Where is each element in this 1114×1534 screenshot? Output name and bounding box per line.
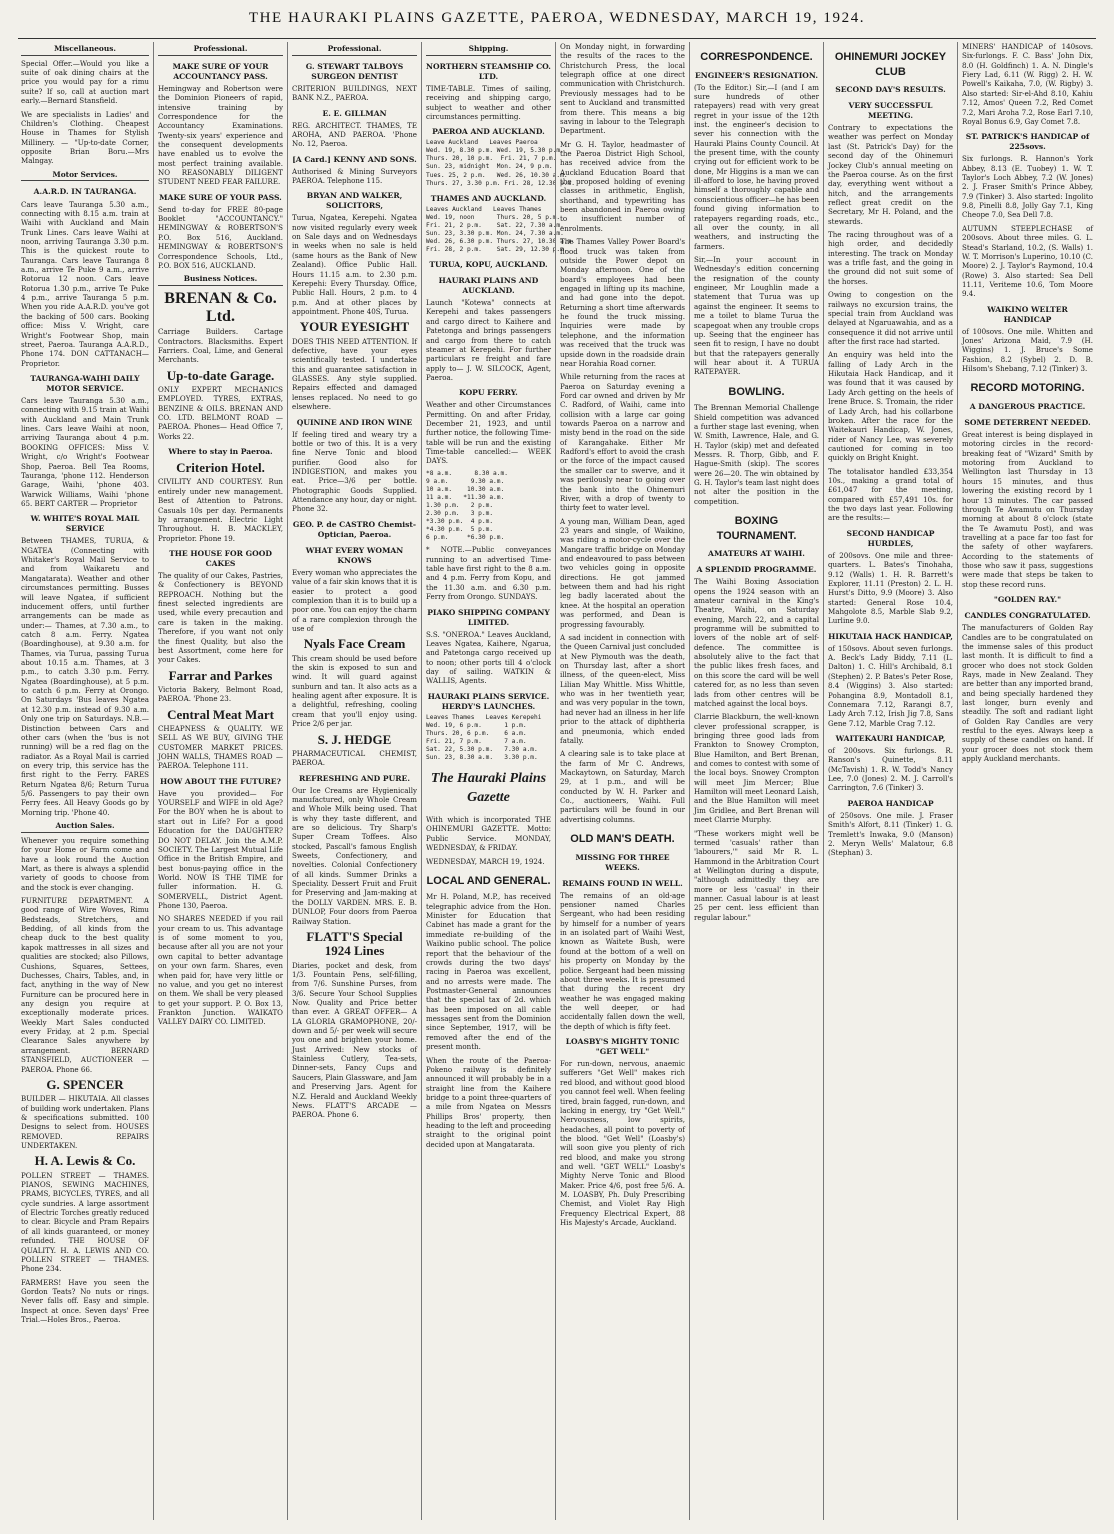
column-divider xyxy=(555,42,556,1520)
article-paragraph: CHEAPNESS & QUALITY. WE SELL AS WE BUY, GIVING THE CUSTOMER MARKET PRICES. JOHN WALLS, THAMES ROAD — PAEROA. Telephone 111. xyxy=(158,723,283,771)
article-paragraph: Turua, Ngatea, Kerepehi. Ngatea now visited regularly every week on Sale days and on Wednesdays in weeks when no sale is held (same hours as the Bank of New Zealand). Office Public Hall. Hours 11.15 a.m. to 2.30 p.m. Kerepehi: Every Thursday. Office, Public Hall. Hours, 2 p.m. to 4 p.m. And at other places by appointment. Phone 40S, Turua. xyxy=(292,213,417,316)
headline: A.A.R.D. IN TAURANGA. xyxy=(33,187,137,197)
headline: GEO. P. de CASTRO Chemist-Optician, Paeroa. xyxy=(292,519,417,539)
headline: CANDLES CONGRATULATED. xyxy=(964,611,1091,621)
article-paragraph: of 200sovs. Six furlongs. R. Ranson's Quinette, 8.11 (McTavish) 1. R. W. Todd's Nancy Lee, 7.0 (Jones) 2. M. J. Carroll's Carrington, 7.6 (Tinker) 3. xyxy=(828,745,953,793)
article-paragraph: The quality of our Cakes, Pastries, & Confectionery is BEYOND REPROACH. Nothing but the finest selected ingredients are used, while every precaution and care is taken in the making. Therefore, if you want not only the finest Quality, but also the best Assortment, come here for your Cakes. xyxy=(158,570,283,665)
article-paragraph: Victoria Bakery, Belmont Road, PAEROA. 'Phone 23. xyxy=(158,684,283,704)
article-paragraph: The Brennan Memorial Challenge Shield competition was advanced a further stage last evening, when W. Smith, Lawrence, Hale, and G. H. Taylor (skip) met and defeated Messrs. R. Thorp, Gibb, and F. Hague-Smith (skip). The scores were 26—20. The win obtained by G. H. Taylor's team last night does not alter the position in the competition. xyxy=(694,403,819,506)
display-heading: FLATT'S Special 1924 Lines xyxy=(306,928,403,959)
article-paragraph: Have you provided— For YOURSELF and WIFE in old Age? For the BOY when he is about to start out in Life? For a good Education for the DAUGHTER? DO NOT DELAY. Join the A.M.P. SOCIETY. The Largest Mutual Life Office in the British Empire, and best bonus-paying office in the World. NOW IS THE TIME for fuller information. H. G. SOMERVELL, District Agent. Phone 130, Paeroa. xyxy=(158,788,283,911)
headline: PAEROA HANDICAP xyxy=(847,798,934,808)
article-paragraph: For run-down, nervous, anaemic sufferers "Get Well" makes rich red blood, and without good blood you cannot feel well. When feeling tired, brain fagged, run-down, and lacking in energy, try "Get Well." Nervousness, low spirits, headaches, all point to poverty of the blood. "Get Well" (Loasby's) will soon give you plenty of rich red blood, and make you strong and well. "GET WELL" Loasby's Mighty Nerve Tonic and Blood Maker. Price 4/6, post free 5/6. A. M. LOASBY, Ph. Duly Prescribing Chemist, and Violet Ray High Frequency Electrical Expert, 88 His Majesty's Arcade, Auckland. xyxy=(560,1059,685,1228)
article-paragraph: POLLEN STREET — THAMES. PIANOS, SEWING MACHINES, PRAMS, BICYCLES, TYRES, and all cycle sundries. A large assortment of Electric Torches greatly reduced to clear. Bicycle and Pram Repairs of all kinds guaranteed, or money refunded. THE HOUSE OF QUALITY. H. A. LEWIS AND CO. POLLEN STREET — THAMES. Phone 234. xyxy=(21,1170,149,1274)
column-5 xyxy=(557,42,688,1520)
column-3 xyxy=(289,42,420,1520)
article-paragraph: This cream should be used before the skin is exposed to sun and wind. It will guard against sunburn and tan. It also acts as a healing agent after exposure. It is a delightful, refreshing, cooling cream that you'll enjoy using. Price 2/6 per jar. xyxy=(292,653,417,729)
column-7 xyxy=(825,42,956,1520)
article-paragraph: Authorised & Mining Surveyors PAEROA. Telephone 115. xyxy=(292,166,417,185)
headline: ST. PATRICK'S HANDICAP of 225sovs. xyxy=(965,132,1090,152)
headline: SECOND DAY'S RESULTS. xyxy=(835,85,946,95)
article-paragraph: With which is incorporated THE OHINEMURI GAZETTE. Motto: Public Service. MONDAY, WEDNESDAY, & FRIDAY. xyxy=(426,815,551,853)
article-paragraph: REG. ARCHITECT. THAMES, TE AROHA, AND PAEROA. 'Phone No. 12, Paeroa. xyxy=(292,120,417,149)
masthead-rule xyxy=(18,38,1096,39)
article-paragraph: A young man, William Dean, aged 23 years and single, of Waikino, was riding a motor-cycle over the Mangare traffic bridge on Monday and endeavoured to pass between two vehicles going in opposite directions. He got jammed between them and had his right leg badly lacerated about the knee. At the hospital an operation was performed, and Dean is progressing favourably. xyxy=(560,516,685,629)
headline: THAMES AND AUCKLAND. xyxy=(430,193,547,203)
article-paragraph: Great interest is being displayed in motoring circles in the record-breaking feat of "Wizard" Smith by motoring from Auckland to Wellington last Thursday in 13 hours 15 minutes, and thus lowering the existing record by 1 hour 13 minutes. The car passed through Te Awamutu on Thursday morning at about 8 o'clock (state the Te Awamutu Post), and was travelling at a pace far too fast for the safety of other wayfarers. According to the statements of those who saw it pass, suggestions were made that steps be taken to stop these record runs. xyxy=(962,430,1093,589)
display-heading: Central Meat Mart xyxy=(167,706,274,722)
headline: VERY SUCCESSFUL MEETING. xyxy=(848,101,933,121)
article-paragraph: PHARMACEUTICAL CHEMIST, PAEROA. xyxy=(292,748,417,768)
article-paragraph: The Waihi Boxing Association opens the 1924 season with an amateur carnival in the King's Theatre, Waihi, on Saturday evening, March 22, and a capital programme will be submitted to lovers of the noble art of self-defence. The committee is absolutely alive to the fact that the public likes fresh faces, and on this score the card will be well catered for, as no less than seven lads from other centres will be matched against the local boys. xyxy=(694,577,819,708)
article-paragraph: AUTUMN STEEPLECHASE of 200sovs. About three miles. G. L. Stead's Starland, 10.2, (S. Walls) 1. W. T. Morrison's Luperino, 10.10 (C. Moore) 2. J. Taylor's Raymond, 10.4 (Rowe) 3. Also started: Sea Dell 11.11, Veriteme 10.6, Tom Moore 9.4. xyxy=(962,223,1093,299)
headline: G. STEWART TALBOYS SURGEON DENTIST xyxy=(305,61,404,81)
headline: WAITEKAURI HANDICAP, xyxy=(835,733,946,743)
article-paragraph: Hemingway and Robertson were the Dominion Pioneers of rapid, intensive training by Correspondence for the Accountancy Examinations. Twenty-six years' experience and the consequent developments have enabled us to evolve the most perfect training available. NO REASONABLY DILIGENT STUDENT NEED FEAR FAILURE. xyxy=(158,83,283,187)
headline: SOME DETERRENT NEEDED. xyxy=(964,418,1091,428)
article-paragraph: Weather and other Circumstances Permitting. On and after Friday, December 21, 1923, and until further notice, the following Time-table will be run and the existing Time-table cancelled:— WEEK DAYS. xyxy=(426,400,551,466)
article-paragraph: of 150sovs. About seven furlongs. A. Beck's Lady Biddy, 7.11 (L. Dalton) 1. C. Hill's Archibald, 8.1 (Stephen) 2. P. Bates's Peter Rose, 8.4 (Wiggins) 3. Also started: Pohangina 8.9, Montadoll 8.1, Connemara 7.12, Rarangi 8.7, Lady Arch 7.12, Irish Jig 7.8, Sans Gene 7.12, Marble Crag 7.12. xyxy=(828,643,953,728)
article-paragraph: Sir,—In your account in Wednesday's edition concerning the resignation of the county engineer, Mr Loughlin made a statement that Turua was up against the engineer. It seems to me a toilet to blame Turua the scapegoat when any trouble crops up. Seeing that the engineer has seen fit to resign, I have no doubt but that the ratepayers generally will hear about it. A TURUA RATEPAYER. xyxy=(694,255,819,377)
column-4 xyxy=(423,42,576,1520)
headline: LOASBY'S MIGHTY TONIC "GET WELL" xyxy=(565,1037,680,1057)
column-divider xyxy=(823,42,824,1520)
display-heading: Criterion Hotel. xyxy=(176,460,265,476)
timetable: Leaves Auckland Leaves Thames Wed. 19, noon Thurs. 20, 5 p.m. Fri. 21, 2 p.m. Sat. 22, 7.30 a.m. Sun. 23, 3.30 p.m. Mon. 24, 7.30 a.m. Wed. 26, 6.30 p.m. Thurs. 27, 10.30 a.m. Fri. 28, 2 p.m. Sat. 29, 12.30 p.m. xyxy=(426,205,576,253)
column-divider xyxy=(153,42,154,1520)
article-paragraph: The Thames Valley Power Board's flood truck was taken from outside the Power depot on Monday afternoon. One of the board's employees had been engaged in lifting up its machine, and had gone into the depot. Returning a short time afterwards he found the truck missing. Inquiries were made by telephone, and the information was received that the truck was upside down in the roadside drain near Horahia Road corner. xyxy=(560,237,685,368)
section-label: Business Notices. xyxy=(158,274,283,286)
section-label: Shipping. xyxy=(426,44,551,56)
article-paragraph: A sad incident in connection with the Queen Carnival just concluded at New Plymouth was the death, on Thursday last, after a short illness, of the queen-elect, Miss Lilian May Whittle. Miss Whittle, who was in her twentieth year, and was very popular in the town, had never had an illness in her life prior to the attack of diphtheria and pneumonia, which ended fatally. xyxy=(560,632,685,745)
article-paragraph: of 200sovs. One mile and three-quarters. L. Bates's Tinohaha, 9.12 (Walls) 1. H. R. Barrett's Explorer, 11.11 (Preston) 2. L. H. Hurst's Ditto, 9.9 (Moore) 3. Also started: General Rose 10.4, Mahgolote 8.5, Marble Slab 9.2, Lurline 9.0. xyxy=(828,550,953,626)
article-paragraph: The racing throughout was of a high order, and decidedly interesting. The track on Monday was a trifle fast, and the going in the ground did not suit some of the horses. xyxy=(828,230,953,286)
article-paragraph: Every woman who appreciates the value of a fair skin knows that it is easier to protect a good complexion than it is to build up a poor one. You can enjoy the charm of a rare complexion through the use of xyxy=(292,567,417,633)
article-paragraph: NO SHARES NEEDED if you rail your cream to us. This advantage is of some moment to you, because after all you are not your own capital to better advantage on your own farm. Shares, even when paid for, have very little or no value, and you get no interest on them. We shall be very pleased to get your support. P. O. Box 13, Frankton Junction. WAIKATO VALLEY DAIRY CO. LIMITED. xyxy=(158,914,283,1027)
column-8 xyxy=(959,42,1096,1520)
headline: REMAINS FOUND IN WELL. xyxy=(562,878,683,888)
article-paragraph: When the route of the Paeroa-Pokeno railway is definitely announced it will probably be in a straight line from the Kaihere bridge to a point three-quarters of a mile from Ngatea on Messrs Phillips Bros' property, then heading to the left and proceeding straight to the original point decided upon at Mangatarata. xyxy=(426,1055,551,1149)
section-banner: BOXING TOURNAMENT. xyxy=(716,515,797,542)
article-paragraph: A clearing sale is to take place at the farm of Mr C. Andrews, Mackaytown, on Saturday, March 29, at 1 p.m., and will be conducted by W. H. Parker and Co., auctioneers, Waihi. Full particulars will be found in our advertising columns. xyxy=(560,749,685,824)
article-paragraph: An enquiry was held into the falling of Lady Arch in the Hikutaia Hack Handicap, and it was found that it was caused by Lady Arch getting on the heels of Irene Bruce. S. Tromain, the rider of Lady Arch, had his collarbone broken. After the race for the Waitekauri Handicap, W. Jones, rider of Nancy Lee, was severely cautioned for coming in too quickly on Bright Knight. xyxy=(828,350,953,463)
section-label: Miscellaneous. xyxy=(21,44,149,56)
newspaper-title: The Hauraki Plains Gazette xyxy=(430,771,547,805)
display-heading: Farrar and Parkes xyxy=(168,667,273,683)
display-heading: S. J. HEDGE xyxy=(317,731,392,747)
article-paragraph: The remains of an old-age pensioner named Charles Sergeant, who had been residing by himself for a number of years in an isolated part of Waihi West, known as Waitete Bush, were found at the bottom of a well on his property on Monday by the police. Sergeant had been missing about three weeks. It is presumed that during the recent dry weather he was engaged making the well deeper, or had accidentally fallen down the well, the depth of which is fifty feet. xyxy=(560,890,685,1031)
display-heading: Nyals Face Cream xyxy=(303,636,406,652)
article-paragraph: Clarrie Blackburn, the well-known clever professional scrapper, is bringing three good lads from Frankton to Snowey Crompton, Blue Hamilton, and Bert Brenan, and comes to contest with some of the local boys. Snowey Crompton will meet Jim Mercer; Blue Hamilton will meet Leonard Laish, and the Blue Hamilton will meet Jim Gridlee, and Bert Brenan will meet Clarrie Murphy. xyxy=(694,712,819,825)
column-divider xyxy=(689,42,690,1520)
article-paragraph: "These workers might well be termed 'casuals' rather than 'labourers,'" said Mr R. L. Hammond in the Arbitration Court at Wellington during a dispute, "although admittedly they are more or less 'casual' in their manner. Casual labour is at least 25 per cent. less efficient than regular labour." xyxy=(694,828,819,922)
headline: "GOLDEN RAY." xyxy=(993,595,1062,605)
article-paragraph: TIME-TABLE. Times of sailing, receiving and shipping cargo, subject to weather and other circumstances permitting. xyxy=(426,83,551,121)
article-paragraph: The totalisator handled £33,354 10s., making a grand total of £61,047 for the meeting, compared with £57,491 10s. for the two days last year. Following are the results:— xyxy=(828,466,953,523)
section-banner: LOCAL AND GENERAL. xyxy=(426,874,551,887)
headline: WAIKINO WELTER HANDICAP xyxy=(987,304,1068,324)
headline: NORTHERN STEAMSHIP CO. LTD. xyxy=(426,61,551,81)
section-banner: OHINEMURI JOCKEY CLUB xyxy=(834,51,947,78)
headline: TURUA, KOPU, AUCKLAND. xyxy=(429,260,548,270)
section-banner: BOWLING. xyxy=(728,385,785,398)
article-paragraph: of 100sovs. One mile. Whitten and Jones' Arizona Maid, 7.9 (H. Wiggins) 1. J. Bruce's Some Fashion, 8.2 (Sybel) 2. D. B. Hilsom's Shebang, 7.12 (Tinker) 3. xyxy=(962,326,1093,374)
article-paragraph: Mr H. Poland, M.P., has received telegraphic advice from the Hon. Minister for Education that Cabinet has made a grant for the immediate re-building of the Waikino public school. The police report that the behaviour of the crowds during the two days' racing in Paeroa was excellent, and no arrests were made. The Postmaster-General announces that the special tax of 2d. which has been imposed on all cable messages sent from the Dominion since September, 1917, will be removed after the end of the present month. xyxy=(426,892,551,1052)
article-paragraph: FURNITURE DEPARTMENT. A good range of Wire Woves, Rimu Bedsteads, Stretchers, and Bedding, of all kinds from the cheap duck to the best quality kapok mattresses in all sizes and qualities are stocked; also Pillows, Cushions, Squares, Settees, Duchesses, Chairs, Tables, and, in fact, anything in the way of New Furniture can be procured here in any design you require at exceptionally moderate prices. Weekly Mart Sales conducted every Friday, at 2 p.m. Special Clearance Sales anywhere by arrangement. BERNARD STANSFIELD, AUCTIONEER — PAEROA. Phone 66. xyxy=(21,896,149,1074)
headline: REFRESHING AND PURE. xyxy=(298,773,410,783)
article-paragraph: * NOTE.—Public conveyances running to an advertised Time-table have first right to the 8 a.m. and 4 p.m. Ferry from Kopu, and the 11.30 a.m. and 6.30 p.m. Ferry from Orongo. SUNDAYS. xyxy=(426,545,551,602)
display-heading: H. A. Lewis & Co. xyxy=(34,1153,136,1169)
headline: WHAT EVERY WOMAN KNOWS xyxy=(305,545,404,565)
headline: [A Card.] KENNY AND SONS. xyxy=(292,154,417,164)
article-paragraph: On Monday night, in forwarding the results of the races to the Christchurch Press, the local telegraph office at one direct communication with Christchurch. Previously messages had to be sent to Auckland and transmitted from there. This means a big saving in labour to the Telegraph Department. xyxy=(560,42,685,136)
article-paragraph: Our Ice Creams are Hygienically manufactured, only Whole Cream and Whole Milk being used. That is why they taste different, and are so delicious. Try Sharp's Super Cream Toffees. Also stocked, Pascall's famous English Sweets, Confectionery, and novelties. Colonial Confectionery of all kinds. Summer Drinks a Speciality. Dessert Fruit and Fruit for Preserving and Jam-making at the DOLLY VARDEN. MRS. E. B. DUNLOP, Four doors from Paeroa Railway Station. xyxy=(292,785,417,926)
article-paragraph: Send to-day for FREE 80-page Booklet "ACCOUNTANCY." HEMINGWAY & ROBERTSON'S P.O. Box 516, Auckland. HEMINGWAY & ROBERTSON'S Correspondence Schools, Ltd., P.O. BOX 516, AUCKLAND. xyxy=(158,204,283,270)
display-heading: Up-to-date Garage. xyxy=(166,367,275,383)
article-paragraph: Six furlongs. R. Hannon's York Abbey, 8.13 (E. Tuobey) 1. W. T. Taylor's Loch Abbey, 7.2 (W. Jones) 2. J. Fraser Smith's Prince Abbey, 7.9 (Tinker) 3. Also started: Ingolito 9.8, Pinelli 8.8, Jolly Gay 7.1, King Cheope 7.0, Sea Dell 7.8. xyxy=(962,154,1093,220)
masthead: THE HAURAKI PLAINS GAZETTE, PAEROA, WEDNESDAY, MARCH 19, 1924. xyxy=(248,10,866,26)
article-paragraph: We are specialists in Ladies' and Children's Clothing. Cheapest House in Thames for Stylish Millinery. — "Up-to-date Corner, opposite Brian Boru.—Mrs Malngay. xyxy=(21,109,149,166)
timetable: Leave Auckland Leaves Paeroa Wed. 19, 8.30 p.m. Wed. 19, 5.30 p.m. Thurs. 20, 10 p.m. Fri. 21, 7 p.m. Sun. 23, midnight Mon. 24, 9 p.m. Tues. 25, 2 p.m. Wed. 26, 10.30 a.m. Thurs. 27, 3.30 p.m. Fri. 28, 12.30 p.m. xyxy=(426,139,576,187)
article-paragraph: FARMERS! Have you seen the Gordon Teats? No nuts or rings. Never falls off. Easy and simple. Inspect at once. Seven days' Free Trial.—Holes Bros., Paeroa. xyxy=(21,1277,149,1325)
article-paragraph: Cars leave Tauranga 5.30 a.m., connecting with 8.15 a.m. train at Waihi with Auckland and Main Trunk Lines. Cars leave Waihi at noon, arriving Tauranga 3.30 p.m. This is the quickest route to Tauranga. Cars leave Tauranga 8 a.m., arrive Te Puke 9 a.m., arrive Rotorua 12 noon. Cars leave Rotorua 1.30 p.m., arrive Te Puke 4 p.m., arrive Tauranga 5 p.m. When you ride A.A.R.D. you've got the backing of 500 cars. Booking office: Miss V. Wright, care Wright's Footwear Shop, main street, Paeroa. Tauranga A.A.R.D., Phone 174. DON CATTANACH—Proprietor. xyxy=(21,199,149,368)
headline: KOPU FERRY. xyxy=(459,388,518,398)
headline: A DANGEROUS PRACTICE. xyxy=(969,402,1086,411)
headline: A SPLENDID PROGRAMME. xyxy=(696,565,817,575)
column-6 xyxy=(691,42,822,1520)
section-label: Professional. xyxy=(292,44,417,56)
section-label: Auction Sales. xyxy=(21,821,149,833)
headline: PAEROA AND AUCKLAND. xyxy=(432,127,545,137)
article-paragraph: (To the Editor.) Sir,—I (and I am sure hundreds of other ratepayers) read with very great regret in your issue of the 12th inst. the engineer's decision to sever his connection with the Hauraki Plains County Council. At the present time, with the county crying out for efficient work to be done, Mr Higgins is a man we can ill-afford to lose, he having proved himself a thoroughly capable and conscientious officer—he has been found giving information to ratepayers regarding roads, etc., all over the county, in all weathers, and instructing the farmers. xyxy=(694,82,819,251)
headline: TAURANGA-WAIHI DAILY MOTOR SERVICE. xyxy=(30,373,140,393)
column-divider xyxy=(957,42,958,1520)
article-paragraph: Between THAMES, TURUA, & NGATEA (Connecting with Whitaker's Royal Mail Service to and from Waikaretu and Mangatarata). Weather and other circumstances permitting. Busses will leave Ngatea, if sufficient inducement offers, until further arrangements can be made as under:— Thames, at 7.30 a.m., to catch 8 a.m. Ferry. Ngatea (Boardinghouse), at 9.30 a.m. for Thames, via Turua, passing Turua about 10.15 a.m. Thames, at 3 p.m., to catch 3.30 p.m. Ferry. Ngatea (Boardinghouse), at 5 p.m. to catch 6 p.m. Ferry at Orongo. On Saturdays 'Bus leaves Ngatea at 12.30 p.m. instead of 9.30 a.m. Only one trip on Saturdays. N.B.—Distinction between Cars and other cars (when the 'bus is not running) will be a red flag on the radiator. As a Royal Mail is carried on every trip, this service has the first right to the Ferry. FARES Return Ngatea 8/6; Return Turua 5/6. Passengers to pay their own Ferry fees. All Heavy Goods go by Morning trip. 'Phone 40. xyxy=(21,536,149,817)
article-paragraph: Contrary to expectations the weather was perfect on Monday last (St. Patrick's Day) for the second day of the Ohinemuri Jockey Club's annual meeting on the Paeroa course. As on the first day, everything went without a hitch, and the arrangements reflect great credit on the Secretary, Mr H. Poland, and the stewards. xyxy=(828,123,953,226)
timetable: Leaves Thames Leaves Kerepehi Wed. 19, 6 p.m. 1 p.m. Thurs. 20, 6 p.m. 6 a.m. Fri. 21, 7 p.m. 7 a.m. Sat. 22, 5.30 p.m. 7.30 a.m. Sun. 23, 8.30 a.m. 3.30 p.m. xyxy=(426,713,542,762)
article-paragraph: CRITERION BUILDINGS, NEXT BANK N.Z., PAEROA. xyxy=(292,83,417,103)
timetable: *8 a.m. 8.30 a.m. 9 a.m. 9.30 a.m. 10 a.m. 10.30 a.m. 11 a.m. *11.30 a.m. 1.30 p.m. 2 p.m. 2.30 p.m. 3 p.m. *3.30 p.m. 4 p.m. *4.30 p.m. 5 p.m. 6 p.m. *6.30 p.m. xyxy=(426,469,508,542)
section-label: Professional. xyxy=(158,44,283,56)
headline: HIKUTAIA HACK HANDICAP, xyxy=(828,631,953,641)
article-paragraph: Whenever you require something for your Home or Farm come and have a look round the Auction Mart, as there is always a splendid variety of goods to choose from and the stock is ever changing. xyxy=(21,835,149,892)
display-heading: YOUR EYESIGHT xyxy=(299,319,410,335)
article-paragraph: The manufacturers of Golden Ray Candles are to be congratulated on the immense sales of this product last month. It is difficult to find a grocer who does not stock Golden Rays, made in New Zealand. They are better than any imported brand, and being specially hardened they last longer, burn evenly and steadily. The soft and radiant light of Golden Ray Candles are very restful to the eyes. Always keep a supply of these candles on hand. If your grocer does not stock them apply Auckland merchants. xyxy=(962,623,1093,764)
headline: HOW ABOUT THE FUTURE? xyxy=(159,776,282,786)
article-paragraph: Diaries, pocket and desk, from 1/3. Fountain Pens, self-filling, from 7/6. Sunshine Purses, from 3/6. Secure Your School Supplies Now. Quality and Price better than ever. A GREAT OFFER— A LA GLORIA GRAMOPHONE, 20/- down and 5/- per week will secure you one and brighten your home. Just Arrived: New stocks of Stainless Cutlery, Tea-sets, Dinner-sets, Fancy Cups and Saucers, Plain Glassware, and Jam and Preserving Jars. Agent for N.Z. Herald and Auckland Weekly News. FLATT'S ARCADE — PAEROA. Phone 6. xyxy=(292,960,417,1120)
column-divider xyxy=(421,42,422,1520)
headline: SECOND HANDICAP HURDLES, xyxy=(846,528,935,548)
headline: HAURAKI PLAINS SERVICE. HERDY'S LAUNCHES. xyxy=(427,691,550,711)
headline: THE HOUSE FOR GOOD CAKES xyxy=(169,548,272,568)
headline: AMATEURS AT WAIHI. xyxy=(708,549,805,559)
column-divider xyxy=(287,42,288,1520)
article-paragraph: Launch "Kotewa" connects at Kerepehi and takes passengers and cargo direct to Kaihere and Patetonga and brings passengers and cargo from there to catch steamer at Kerepehi. For further particulars re freight and fare apply to— J. W. SILCOCK, Agent, Paeroa. xyxy=(426,298,551,382)
headline: Where to stay in Paeroa. xyxy=(168,447,273,457)
article-paragraph: If feeling tired and weary try a bottle or two of this. It is a very fine Nerve Tonic and blood purifier. Good also for INDIGESTION, and makes you eat. Price—3/6 per bottle. Photographic Goods Supplied. Attendance any hour, day or night. Phone 32. xyxy=(292,429,417,514)
article-paragraph: Special Offer.—Would you like a suite of oak dining chairs at the price you would pay for a rimu suite? If so, call at auction mart early.—Bernard Stansfield. xyxy=(21,58,149,106)
article-paragraph: Mr G. H. Taylor, headmaster of the Paeroa District High School, has received advice from the Auckland Education Board that the proposed holding of evening classes in arithmetic, English, shorthand, and typewriting has been abandoned in Paeroa owing to insufficient number of enrolments. xyxy=(560,139,685,233)
column-1 xyxy=(18,42,152,1520)
display-heading: G. SPENCER xyxy=(46,1076,124,1092)
article-paragraph: S.S. "ONEROA." Leaves Auckland, Leaves Ngatea, Kaihere, Ngarua, and Patetonga cargo received up to noon; other ports till 4 o'clock day of sailing. WATKIN & WALLIS, Agents. xyxy=(426,629,551,686)
article-paragraph: MINERS' HANDICAP of 140sovs. Six-furlongs. F. C. Bass' John Dix, 8.0 (H. Goldfinch) 1. A. N. Dingle's Fiery Lad, 6.11 (W. Rigg) 2. H. W. Powell's Kaikaha, 7.0, (W. Rigby) 3. Also started: Sir-el-Ahd 8.10, Kahiu 7.12, Amos' Queen 7.2, Red Comet 7.2, Mari Aroha 7.2, Rose Earl 7.10, Royal Bonus 6.9, Gay Comet 7.8. xyxy=(962,42,1093,126)
headline: E. E. GILLMAN xyxy=(322,108,387,118)
headline: W. WHITE'S ROYAL MAIL SERVICE xyxy=(30,514,140,534)
article-paragraph: WEDNESDAY, MARCH 19, 1924. xyxy=(426,856,545,866)
article-paragraph: Owing to congestion on the railways no excursion trains, the special train from Auckland was delayed at Ngaruawahia, and as a consequence it did not arrive until after the first race had started. xyxy=(828,290,953,346)
headline: HAURAKI PLAINS AND AUCKLAND. xyxy=(438,276,539,296)
display-heading: BRENAN & Co. Ltd. xyxy=(164,290,277,325)
article-paragraph: DOES THIS NEED ATTENTION. If defective, have your eyes scientifically tested. I undertake this and guarantee satisfaction in GLASSES. Any style supplied. Repairs effected and damaged lenses replaced. No need to go elsewhere. xyxy=(292,336,417,412)
headline: PIAKO SHIPPING COMPANY LIMITED. xyxy=(427,607,550,627)
section-banner: OLD MAN'S DEATH. xyxy=(570,833,675,846)
column-2 xyxy=(155,42,286,1520)
section-banner: RECORD MOTORING. xyxy=(970,382,1085,395)
article-paragraph: BUILDER — HIKUTAIA. All classes of building work undertaken. Plans & specifications submitted. 100 Designs to select from. HOUSES REMOVED. REPAIRS UNDERTAKEN. xyxy=(21,1094,149,1150)
article-paragraph: While returning from the races at Paeroa on Saturday evening a Ford car owned and driven by Mr C. Radford, of Waihi, came into collision with a large car going towards Paeroa on a narrow and misty bend in the road on the side of Karangahake. Either Mr Radford's effort to avoid the crash or the force of the impact caused the smaller car to swerve, and it was perilously near to going over the bank into the Ohinemuri River, with a drop of twenty to thirty feet to water level. xyxy=(560,372,685,513)
article-paragraph: ONLY EXPERT MECHANICS EMPLOYED. TYRES, EXTRAS, BENZINE & OILS. BRENAN AND CO. LTD. BELMONT ROAD — PAEROA. Phones— Head Office 7, Works 22. xyxy=(158,384,283,441)
headline: MISSING FOR THREE WEEKS. xyxy=(575,852,670,872)
section-banner: CORRESPONDENCE. xyxy=(700,51,813,63)
headline: ENGINEER'S RESIGNATION. xyxy=(694,70,818,80)
headline: MAKE SURE OF YOUR PASS. xyxy=(159,192,282,202)
article-paragraph: Cars leave Tauranga 5.30 a.m., connecting with 9.15 train at Waihi with Auckland and Main Trunk lines. Cars leave Waihi at noon, arriving Tauranga about 4 p.m. BOOKING OFFICES: Miss V. Wright, c/o Wright's Footwear Shop, Paeroa. Bell Tea Rooms, Tauranga, 'phone 112. Henderson Garage, Waihi, 'phone 403. Warwick Williams, Waihi 'phone 65. BERT CARTER — Proprietor xyxy=(21,396,149,508)
headline: MAKE SURE OF YOUR ACCOUNTANCY PASS. xyxy=(172,61,269,81)
headline: QUININE AND IRON WINE xyxy=(296,417,413,427)
article-paragraph: of 250sovs. One mile. J. Fraser Smith's Alfort, 8.11 (Tinker) 1. G. Tremlett's Inwaka, 9.0 (Manson) 2. Meryn Wells' Malatour, 6.8 (Stephan) 3. xyxy=(828,810,953,858)
section-label: Motor Services. xyxy=(21,170,149,182)
article-paragraph: Carriage Builders. Cartage Contractors. Blacksmiths. Expert Farriers. Coal, Lime, and General Merchants. xyxy=(158,327,283,365)
headline: BRYAN AND WALKER, SOLICITORS, xyxy=(306,191,403,211)
article-paragraph: CIVILITY AND COURTESY. Run entirely under new management. Best of Attention to Patrons. Casuals 10s per day. Permanents by arrangement. Electric Light Throughout. H. B. MACKLEY, Proprietor. Phone 19. xyxy=(158,477,283,543)
